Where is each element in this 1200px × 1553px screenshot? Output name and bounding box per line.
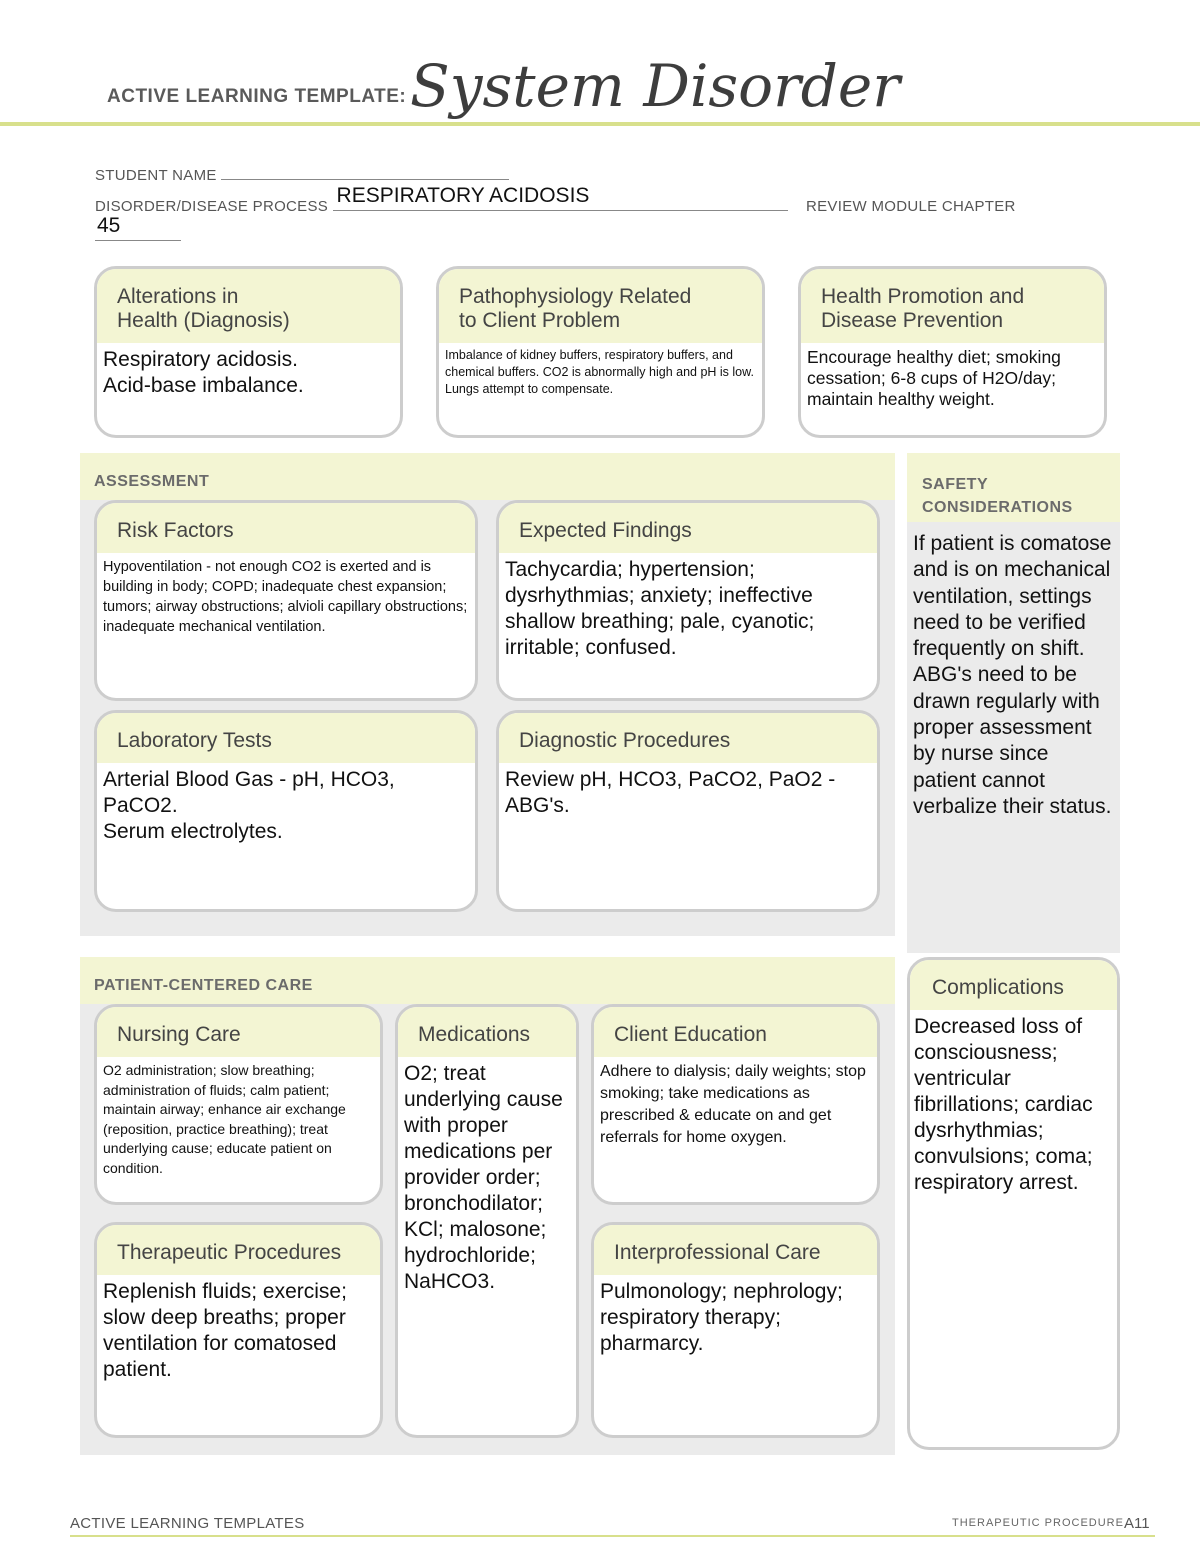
medications-box: [395, 1004, 579, 1438]
therapeutic-procedures-box: [94, 1222, 383, 1438]
safety-panel: [907, 453, 1120, 953]
alterations-box: [94, 266, 403, 438]
health-promotion-header: Health Promotion and Disease Prevention: [801, 269, 1104, 343]
student-name-label: STUDENT NAME: [95, 167, 217, 184]
header-divider: [0, 122, 1200, 126]
complications-text: Decreased loss of consciousness; ventricular fibrillations; cardiac dysrhythmias; convulsions; coma; respiratory arrest.: [914, 1015, 1093, 1194]
therapeutic-procedures-text: Replenish fluids; exercise; slow deep breaths; proper ventilation for comatosed patient.: [103, 1280, 347, 1381]
complications-box: [907, 957, 1120, 1450]
client-education-box: [591, 1004, 880, 1205]
nursing-care-header: Nursing Care: [97, 1007, 380, 1057]
interprofessional-care-header: Interprofessional Care: [594, 1225, 877, 1275]
pathophysiology-box: [436, 266, 765, 438]
expected-findings-text: Tachycardia; hypertension; dysrhythmias; anxiety; ineffective shallow breathing; pale, cyanotic; irritable; confused.: [505, 558, 815, 659]
interprofessional-care-box: [591, 1222, 880, 1438]
nursing-care-text: O2 administration; slow breathing; administration of fluids; calm patient; maintain airway; enhance air exchange (reposition, practice breathing); treat underlying cause; educate patient on condition.: [103, 1062, 346, 1176]
expected-findings-header: Expected Findings: [499, 503, 877, 553]
diagnostic-procedures-box: [496, 710, 880, 912]
expected-findings-box: [496, 500, 880, 701]
disorder-label: DISORDER/DISEASE PROCESS: [95, 198, 329, 215]
safety-text: If patient is comatose and is on mechanical ventilation, settings need to be verified frequently on shift. ABG's need to be drawn regularly with proper assessment by nurse since patient cannot verbalize their status.: [913, 532, 1112, 818]
therapeutic-procedures-header: Therapeutic Procedures: [97, 1225, 380, 1275]
alterations-text: Respiratory acidosis. Acid-base imbalance.: [103, 348, 304, 397]
footer-section-title: THERAPEUTIC PROCEDURE: [952, 1517, 1124, 1529]
risk-factors-text: Hypoventilation - not enough CO2 is exerted and is building in body; COPD; inadequate chest expansion; tumors; airway obstructions; alvioli capillary obstructions; inadequate mechanical ventilation.: [103, 559, 468, 635]
alterations-header: Alterations in Health (Diagnosis): [97, 269, 400, 343]
disorder-row: [95, 186, 1105, 246]
nursing-care-box: [94, 1004, 383, 1205]
risk-factors-header: Risk Factors: [97, 503, 475, 553]
interprofessional-care-text: Pulmonology; nephrology; respiratory therapy; pharmarcy.: [600, 1280, 843, 1355]
laboratory-tests-box: [94, 710, 478, 912]
student-name-row: [95, 165, 509, 185]
client-education-header: Client Education: [594, 1007, 877, 1057]
template-label: ACTIVE LEARNING TEMPLATE:: [107, 86, 407, 107]
medications-header: Medications: [398, 1007, 576, 1057]
pathophysiology-text: Imbalance of kidney buffers, respiratory buffers, and chemical buffers. CO2 is abnormally high and pH is low. Lungs attempt to compensate.: [445, 348, 754, 396]
footer-page-number: A11: [1124, 1515, 1150, 1532]
laboratory-tests-header: Laboratory Tests: [97, 713, 475, 763]
diagnostic-procedures-text: Review pH, HCO3, PaCO2, PaO2 - ABG's.: [505, 768, 836, 817]
diagnostic-procedures-header: Diagnostic Procedures: [499, 713, 877, 763]
student-name-field[interactable]: [221, 165, 509, 180]
disorder-value: RESPIRATORY ACIDOSIS: [336, 184, 590, 207]
assessment-label: ASSESSMENT: [94, 473, 210, 490]
complications-header: Complications: [910, 960, 1117, 1010]
health-promotion-text: Encourage healthy diet; smoking cessation; 6-8 cups of H2O/day; maintain healthy weight.: [807, 347, 1061, 409]
chapter-label: REVIEW MODULE CHAPTER: [806, 198, 1016, 215]
footer-divider: [70, 1535, 1155, 1537]
patient-care-label: PATIENT-CENTERED CARE: [94, 977, 313, 994]
medications-text: O2; treat underlying cause with proper medications per provider order; bronchodilator; KCl; malosone; hydrochloride; NaHCO3.: [404, 1062, 563, 1293]
risk-factors-box: [94, 500, 478, 701]
chapter-field[interactable]: [95, 216, 181, 241]
safety-label: SAFETY CONSIDERATIONS: [922, 476, 1073, 516]
footer-series-title: ACTIVE LEARNING TEMPLATES: [70, 1515, 305, 1532]
laboratory-tests-text: Arterial Blood Gas - pH, HCO3, PaCO2. Serum electrolytes.: [103, 768, 395, 843]
page-title: System Disorder: [410, 52, 900, 120]
chapter-value: 45: [97, 214, 121, 237]
health-promotion-box: [798, 266, 1107, 438]
client-education-text: Adhere to dialysis; daily weights; stop smoking; take medications as prescribed & educate on and get referrals for home oxygen.: [600, 1063, 866, 1146]
pathophysiology-header: Pathophysiology Related to Client Problem: [439, 269, 762, 343]
disorder-field[interactable]: [333, 186, 788, 211]
